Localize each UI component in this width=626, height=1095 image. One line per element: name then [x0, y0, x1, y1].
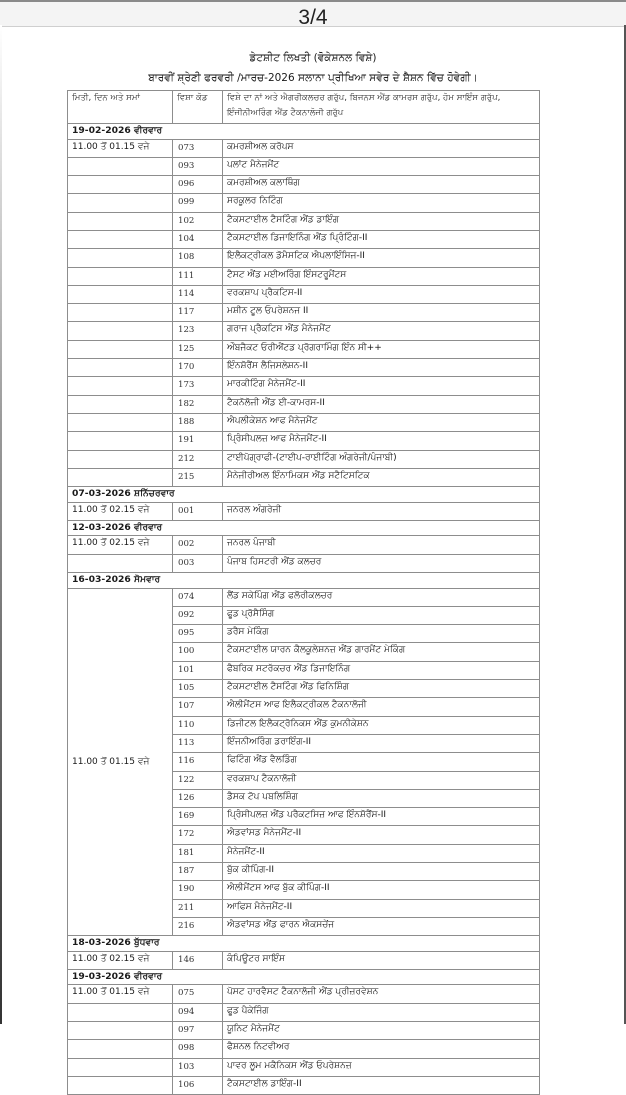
subject-code: 101 [173, 661, 223, 679]
subject-row [68, 1058, 540, 1076]
subject-name: ਪੰਜਾਬ ਹਿਸਟਰੀ ਐਂਡ ਕਲਚਰ [223, 554, 540, 572]
subject-row [68, 230, 540, 248]
session-time: 11.00 ਤੋਂ 02.15 ਵਜੇ [68, 502, 173, 520]
subject-code: 122 [173, 771, 223, 789]
subject-name: ਡਰੈਸ ਮੇਕਿੰਗ [223, 625, 540, 643]
subject-name: ਮੈਨੇਜੀਰੀਅਲ ਇੰਨਾਮਿਕਸ ਐਂਡ ਸਟੈਟਿਸਟਿਕ [223, 468, 540, 486]
empty-time-cell [68, 212, 173, 230]
session-time: 11.00 ਤੋਂ 01.15 ਵਜੇ [68, 588, 173, 936]
subject-name: ਪ੍ਰਿੰਸੀਪਲਜ਼ ਐਂਡ ਪਰੈਕਟਸਿਜ਼ ਆਫ ਇੰਨਸ਼ੋਰੈਂਸ-II [223, 808, 540, 826]
subject-code: 102 [173, 212, 223, 230]
subject-name: ਲੈਂਡ ਸਕੇਪਿੰਗ ਐਂਡ ਫਲੋਰੀਕਲਚਰ [223, 588, 540, 606]
subject-code: 188 [173, 413, 223, 431]
subject-row [68, 1022, 540, 1040]
session-date: 07-03-2026 ਸ਼ਨਿੱਚਰਵਾਰ [68, 487, 540, 503]
subject-code: 002 [173, 536, 223, 554]
empty-time-cell [68, 450, 173, 468]
subject-name: ਐਡਵਾਂਸਡ ਮੈਨੇਜਮੈਂਟ-II [223, 826, 540, 844]
subject-row [68, 194, 540, 212]
subject-code: 191 [173, 432, 223, 450]
subject-code: 074 [173, 588, 223, 606]
subject-row [68, 267, 540, 285]
subject-name: ਜਨਰਲ ਪੰਜਾਬੀ [223, 536, 540, 554]
datesheet-table [67, 90, 540, 1095]
subject-code: 103 [173, 1058, 223, 1076]
subject-name: ਡਿਜੀਟਲ ਇਲੈਕਟ੍ਰੋਨਿਕਸ ਐਂਡ ਕੁਮਨੀਕੇਸ਼ਨ [223, 716, 540, 734]
empty-time-cell [68, 249, 173, 267]
document-subtitle: ਬਾਰਵੀਂ ਸ਼੍ਰੇਣੀ ਫਰਵਰੀ /ਮਾਰਚ-2026 ਸਲਾਨਾ ਪ੍ਰੀਖਿਆ ਸਵੇਰ ਦੇ ਸ਼ੈਸ਼ਨ ਵਿੱਚ ਹੋਵੇਗੀ। [148, 72, 478, 84]
subject-code: 097 [173, 1022, 223, 1040]
empty-time-cell [68, 377, 173, 395]
header-code: ਵਿਸ਼ਾ ਕੋਡ [173, 91, 223, 124]
subject-name: ਟੈਕਸਟਾਈਲ ਟੈਸਟਿੰਗ ਐਂਡ ਫਿਨਿਸ਼ਿੰਗ [223, 680, 540, 698]
subject-name: ਪਾਵਰ ਲੂਮ ਮਕੈਨਿਕਸ ਐਂਡ ਓਪਰੇਸ਼ਨਜ਼ [223, 1058, 540, 1076]
subject-row [68, 502, 540, 520]
subject-code: 098 [173, 1040, 223, 1058]
subject-code: 075 [173, 985, 223, 1003]
subject-row [68, 395, 540, 413]
session-date: 12-03-2026 ਵੀਰਵਾਰ [68, 520, 540, 536]
session-time: 11.00 ਤੋਂ 01.15 ਵਜੇ [68, 139, 173, 157]
session-date: 19-03-2026 ਵੀਰਵਾਰ [68, 969, 540, 985]
subject-row [68, 432, 540, 450]
subject-name: ਵਰਕਸ਼ਾਪ ਪ੍ਰੈਕਟਿਸ-II [223, 285, 540, 303]
empty-time-cell [68, 468, 173, 486]
subject-name: ਫੂਡ ਪ੍ਰੋਸੈਸਿੰਗ [223, 606, 540, 624]
subject-name: ਇਲੈਕਟ੍ਰੀਕਲ ਡੋਮੈਸਟਿਕ ਐਪਲਾਇੰਸਿਜ-II [223, 249, 540, 267]
subject-row [68, 322, 540, 340]
session-date: 16-03-2026 ਸੋਮਵਾਰ [68, 573, 540, 589]
subject-code: 190 [173, 881, 223, 899]
empty-time-cell [68, 304, 173, 322]
subject-name: ਟੈਸਟ ਐਂਡ ਮਈਅਰਿੰਗ ਇੰਸਟਰੂਮੈਂਟਸ [223, 267, 540, 285]
subject-code: 116 [173, 753, 223, 771]
subject-code: 212 [173, 450, 223, 468]
subject-row [68, 359, 540, 377]
subject-row [68, 340, 540, 358]
subject-code: 093 [173, 157, 223, 175]
subject-row [68, 304, 540, 322]
session-date: 19-02-2026 ਵੀਰਵਾਰ [68, 124, 540, 140]
subject-name: ਟਾਈਪੋਗ੍ਰਾਫੀ-(ਟਾਈਪ-ਰਾਈਟਿੰਗ ਅੰਗਰੇਜੀ/ਪੰਜਾਬੀ) [223, 450, 540, 468]
subject-name: ਪੋਸਟ ਹਾਰਵੈਸਟ ਟੈਕਨਾਲੋਜੀ ਐਂਡ ਪ੍ਰੀਜ਼ਰਵੇਸ਼ਨ [223, 985, 540, 1003]
subject-code: 114 [173, 285, 223, 303]
subject-code: 073 [173, 139, 223, 157]
document-title: ਡੇਟਸ਼ੀਟ ਲਿਖਤੀ (ਵੋਕੇਸ਼ਨਲ ਵਿਸ਼ੇ) [249, 52, 377, 64]
subject-name: ਐਲੀਮੈਂਟਸ ਆਫ ਇਲੈਕਟ੍ਰੀਕਲ ਟੈਕਨਾਲੋਜੀ [223, 698, 540, 716]
subject-code: 107 [173, 698, 223, 716]
subject-code: 095 [173, 625, 223, 643]
subject-row [68, 157, 540, 175]
subject-code: 111 [173, 267, 223, 285]
empty-time-cell [68, 359, 173, 377]
subject-code: 108 [173, 249, 223, 267]
subject-name: ਜਨਰਲ ਅੰਗਰੇਜੀ [223, 502, 540, 520]
subject-code: 173 [173, 377, 223, 395]
empty-time-cell [68, 267, 173, 285]
subject-name: ਇੰਜਨੀਅਰਿੰਗ ਡਰਾਇੰਗ-II [223, 734, 540, 752]
subject-code: 094 [173, 1003, 223, 1021]
subject-code: 117 [173, 304, 223, 322]
subject-code: 170 [173, 359, 223, 377]
session-date: 18-03-2026 ਬੁੱਧਵਾਰ [68, 936, 540, 952]
subject-code: 003 [173, 554, 223, 572]
page-indicator: 3/4 [298, 6, 328, 29]
subject-row [68, 139, 540, 157]
subject-row [68, 985, 540, 1003]
empty-time-cell [68, 1076, 173, 1094]
subject-code: 105 [173, 680, 223, 698]
subject-name: ਸਰਕੂਲਰ ਨਿਟਿੰਗ [223, 194, 540, 212]
subject-name: ਫੈਬਰਿਕ ਸਟਰੱਕਚਰ ਐਂਡ ਡਿਜਾਇਨਿੰਗ [223, 661, 540, 679]
subject-code: 100 [173, 643, 223, 661]
subject-row [68, 285, 540, 303]
empty-time-cell [68, 157, 173, 175]
subject-name: ਇੰਨਸ਼ੋਰੈਂਸ ਲੈਜਿਸਲੇਸ਼ਨ-II [223, 359, 540, 377]
subject-code: 110 [173, 716, 223, 734]
session-date-row [68, 520, 540, 536]
subject-name: ਯੂਨਿਟ ਮੈਨੇਜਮੈਂਟ [223, 1022, 540, 1040]
session-date-row [68, 969, 540, 985]
subject-code: 113 [173, 734, 223, 752]
subject-name: ਐਪਲੀਕੇਸ਼ਨ ਆਫ ਮੈਨੇਜਮੈਂਟ [223, 413, 540, 431]
subject-row [68, 450, 540, 468]
session-time: 11.00 ਤੋਂ 02.15 ਵਜੇ [68, 951, 173, 969]
session-time: 11.00 ਤੋਂ 01.15 ਵਜੇ [68, 985, 173, 1003]
subject-name: ਟੈਕਸਟਾਈਲ ਟੈਸਟਿੰਗ ਐਂਡ ਡਾਇੰਗ [223, 212, 540, 230]
empty-time-cell [68, 322, 173, 340]
subject-row [68, 951, 540, 969]
subject-row [68, 588, 540, 606]
subject-name: ਕਮਰਸ਼ੀਅਲ ਕਰੋਪਸ [223, 139, 540, 157]
empty-time-cell [68, 194, 173, 212]
subject-name: ਗਰਾਜ ਪ੍ਰੈਕਟਿਸ ਐਂਡ ਮੈਨੇਜਮੈਂਟ [223, 322, 540, 340]
empty-time-cell [68, 230, 173, 248]
subject-name: ਔਬਜੈਕਟ ਓਰੀਐਂਟਡ ਪ੍ਰੋਗਰਾਮਿੰਗ ਇੰਨ ਸੀ++ [223, 340, 540, 358]
subject-row [68, 1040, 540, 1058]
subject-code: 146 [173, 951, 223, 969]
empty-time-cell [68, 1058, 173, 1076]
table-header-row [68, 91, 540, 124]
subject-code: 125 [173, 340, 223, 358]
subject-code: 096 [173, 176, 223, 194]
subject-name: ਮਾਰਕੀਟਿੰਗ ਮੈਨੇਜਮੈਂਟ-II [223, 377, 540, 395]
empty-time-cell [68, 176, 173, 194]
viewer-toolbar [0, 0, 626, 27]
subject-code: 169 [173, 808, 223, 826]
subject-code: 187 [173, 862, 223, 880]
subject-name: ਆਫਿਸ ਮੈਨੇਜਮੈਂਟ-II [223, 899, 540, 917]
subject-code: 181 [173, 844, 223, 862]
subject-name: ਕੰਪਿਊਟਰ ਸਾਇੰਸ [223, 951, 540, 969]
subject-row [68, 1003, 540, 1021]
session-date-row [68, 936, 540, 952]
subject-row [68, 377, 540, 395]
subject-code: 182 [173, 395, 223, 413]
subject-row [68, 554, 540, 572]
page-shadow-left [0, 25, 2, 1024]
subject-code: 104 [173, 230, 223, 248]
session-date-row [68, 124, 540, 140]
subject-name: ਵਰਕਸ਼ਾਪ ਟੈਕਨਾਲੋਜੀ [223, 771, 540, 789]
empty-time-cell [68, 1040, 173, 1058]
subject-name: ਡੈਸਕ ਟੋਪ ਪਬਲਿਸ਼ਿੰਗ [223, 789, 540, 807]
subject-name: ਟੈਕਸਟਾਈਲ ਡਾਇੰਗ-II [223, 1076, 540, 1094]
empty-time-cell [68, 413, 173, 431]
subject-code: 106 [173, 1076, 223, 1094]
empty-time-cell [68, 432, 173, 450]
header-subject: ਵਿਸ਼ੇ ਦਾ ਨਾਂ ਅਤੇ ਐਗਰੀਕਲਚਰ ਗਰੁੱਪ, ਬਿਜਨਸ ਐਂਡ ਕਾਮਰਸ ਗਰੁੱਪ, ਹੋਮ ਸਾਇੰਸ ਗਰੁੱਪ, ਇੰਜੀਨੀਅਰਿੰਗ ਐਂਡ ਟੈਕਨਾਲੋਜੀ ਗਰੁੱਪ [223, 91, 540, 124]
subject-code: 211 [173, 899, 223, 917]
subject-name: ਮੈਨੇਜਮੈਂਟ-II [223, 844, 540, 862]
subject-name: ਪ੍ਰਿੰਸੀਪਲਜ਼ ਆਫ ਮੈਨੇਜਮੈਂਟ-II [223, 432, 540, 450]
subject-code: 092 [173, 606, 223, 624]
subject-name: ਟੈਕਸਟਾਈਲ ਯਾਰਨ ਕੈਲਕੂਲੇਸ਼ਨਜ਼ ਐਂਡ ਗਾਰਮੈਂਟ ਮੇਕਿੰਗ [223, 643, 540, 661]
subject-row [68, 468, 540, 486]
subject-name: ਪਲਾਂਟ ਮੈਨੇਜਮੈਂਟ [223, 157, 540, 175]
empty-time-cell [68, 395, 173, 413]
empty-time-cell [68, 285, 173, 303]
subject-code: 123 [173, 322, 223, 340]
session-date-row [68, 573, 540, 589]
subject-name: ਬੁੱਕ ਕੀਪਿੰਗ-II [223, 862, 540, 880]
subject-code: 001 [173, 502, 223, 520]
subject-name: ਫੈਸ਼ਨਲ ਨਿਟਵੀਅਰ [223, 1040, 540, 1058]
empty-time-cell [68, 554, 173, 572]
subject-name: ਫੂਡ ਪੈਕੇਜਿੰਗ [223, 1003, 540, 1021]
subject-code: 216 [173, 917, 223, 935]
subject-code: 099 [173, 194, 223, 212]
subject-code: 215 [173, 468, 223, 486]
subject-code: 126 [173, 789, 223, 807]
header-date-time: ਮਿਤੀ, ਦਿਨ ਅਤੇ ਸਮਾਂ [68, 91, 173, 124]
subject-row [68, 536, 540, 554]
subject-row [68, 176, 540, 194]
empty-time-cell [68, 1022, 173, 1040]
session-date-row [68, 487, 540, 503]
subject-row [68, 249, 540, 267]
subject-name: ਐਲੀਮੈਂਟਸ ਆਫ ਬੁੱਕ ਕੀਪਿੰਗ-II [223, 881, 540, 899]
session-time: 11.00 ਤੋਂ 02.15 ਵਜੇ [68, 536, 173, 554]
subject-name: ਐਡਵਾਂਸਡ ਐਂਡ ਫਾਰਨ ਐਕਸਚੇਂਜ [223, 917, 540, 935]
subject-row [68, 1076, 540, 1094]
empty-time-cell [68, 340, 173, 358]
subject-code: 172 [173, 826, 223, 844]
subject-row [68, 413, 540, 431]
subject-name: ਕਮਰਸ਼ੀਅਲ ਕਲਾਥਿੰਗ [223, 176, 540, 194]
empty-time-cell [68, 1003, 173, 1021]
subject-name: ਮਸ਼ੀਨ ਟੂਲ ਓਪਰੇਸ਼ਨਜ II [223, 304, 540, 322]
subject-name: ਟੈਕਸਟਾਈਲ ਡਿਜਾਇਨਿੰਗ ਐਂਡ ਪ੍ਰਿੰਟਿੰਗ-II [223, 230, 540, 248]
subject-name: ਫਿਟਿੰਗ ਐਂਡ ਵੈਲਡਿੰਗ [223, 753, 540, 771]
subject-row [68, 212, 540, 230]
subject-name: ਟੈਕਨੋਲੋਜੀ ਐਂਡ ਈ-ਕਾਮਰਸ-II [223, 395, 540, 413]
